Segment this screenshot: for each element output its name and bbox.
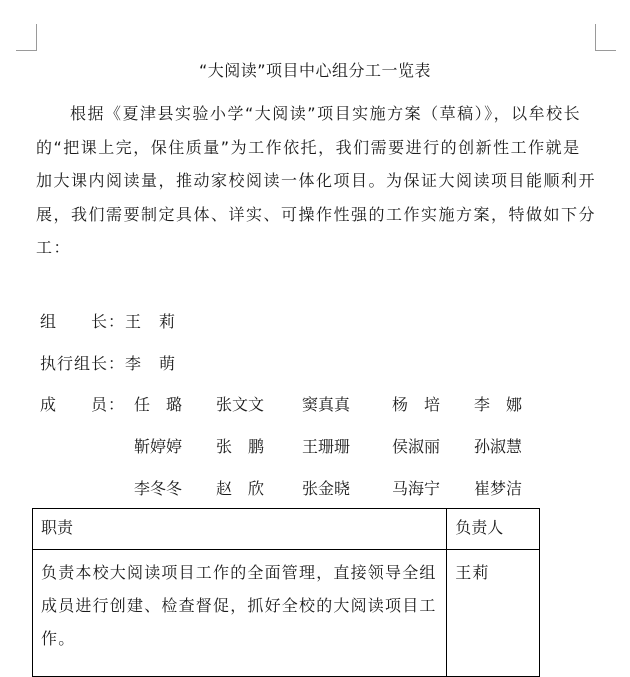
table-header-row [33, 509, 540, 550]
intro-paragraph [36, 97, 596, 265]
leader-row [40, 309, 176, 332]
members-label: 成 员： [40, 395, 126, 414]
exec-leader-name: 李 萌 [125, 354, 177, 373]
member-name: 王珊珊 [302, 437, 351, 456]
leader-label: 组 长： [40, 312, 126, 331]
member-name: 窦真真 [302, 395, 351, 414]
header-owner: 负责人 [447, 509, 540, 550]
member-name: 马海宁 [392, 479, 441, 498]
duty-table [32, 508, 540, 677]
member-name: 侯淑丽 [392, 437, 441, 456]
members-row [134, 392, 556, 434]
member-name: 张金晓 [302, 479, 351, 498]
member-name: 赵 欣 [216, 479, 265, 498]
member-name: 靳婷婷 [134, 437, 183, 456]
member-name: 张文文 [216, 395, 265, 414]
duty-cell: 负责本校大阅读项目工作的全面管理，直接领导全组成员进行创建、检查督促，抓好全校的大阅读项目工作。 [33, 550, 447, 677]
exec-leader-row [40, 351, 176, 374]
page-corner-mark-left [16, 24, 37, 51]
members-row [134, 434, 556, 476]
page-corner-mark-right [595, 24, 616, 51]
member-name: 李冬冬 [134, 479, 183, 498]
document-title: “大阅读”项目中心组分工一览表 [198, 61, 432, 80]
owner-cell: 王莉 [447, 550, 540, 677]
member-name: 杨 培 [392, 395, 441, 414]
member-name: 张 鹏 [216, 437, 265, 456]
table-row [33, 550, 540, 677]
member-name: 李 娜 [474, 395, 523, 414]
exec-leader-label: 执行组长： [40, 354, 126, 373]
member-name: 崔梦洁 [474, 479, 523, 498]
header-duty: 职责 [33, 509, 447, 550]
members-grid [134, 392, 556, 518]
intro-text: 根据《夏津县实验小学“大阅读”项目实施方案（草稿）》，以牟校长的“把课上完，保住质量”为工作依托，我们需要进行的创新性工作就是加大课内阅读量，推动家校阅读一体化项目。为保证大阅读项目能顺利开展，我们需要制定具体、详实、可操作性强的工作实施方案，特做如下分工： [36, 104, 597, 257]
leader-name: 王 莉 [125, 312, 177, 331]
member-name: 任 璐 [134, 395, 183, 414]
member-name: 孙淑慧 [474, 437, 523, 456]
